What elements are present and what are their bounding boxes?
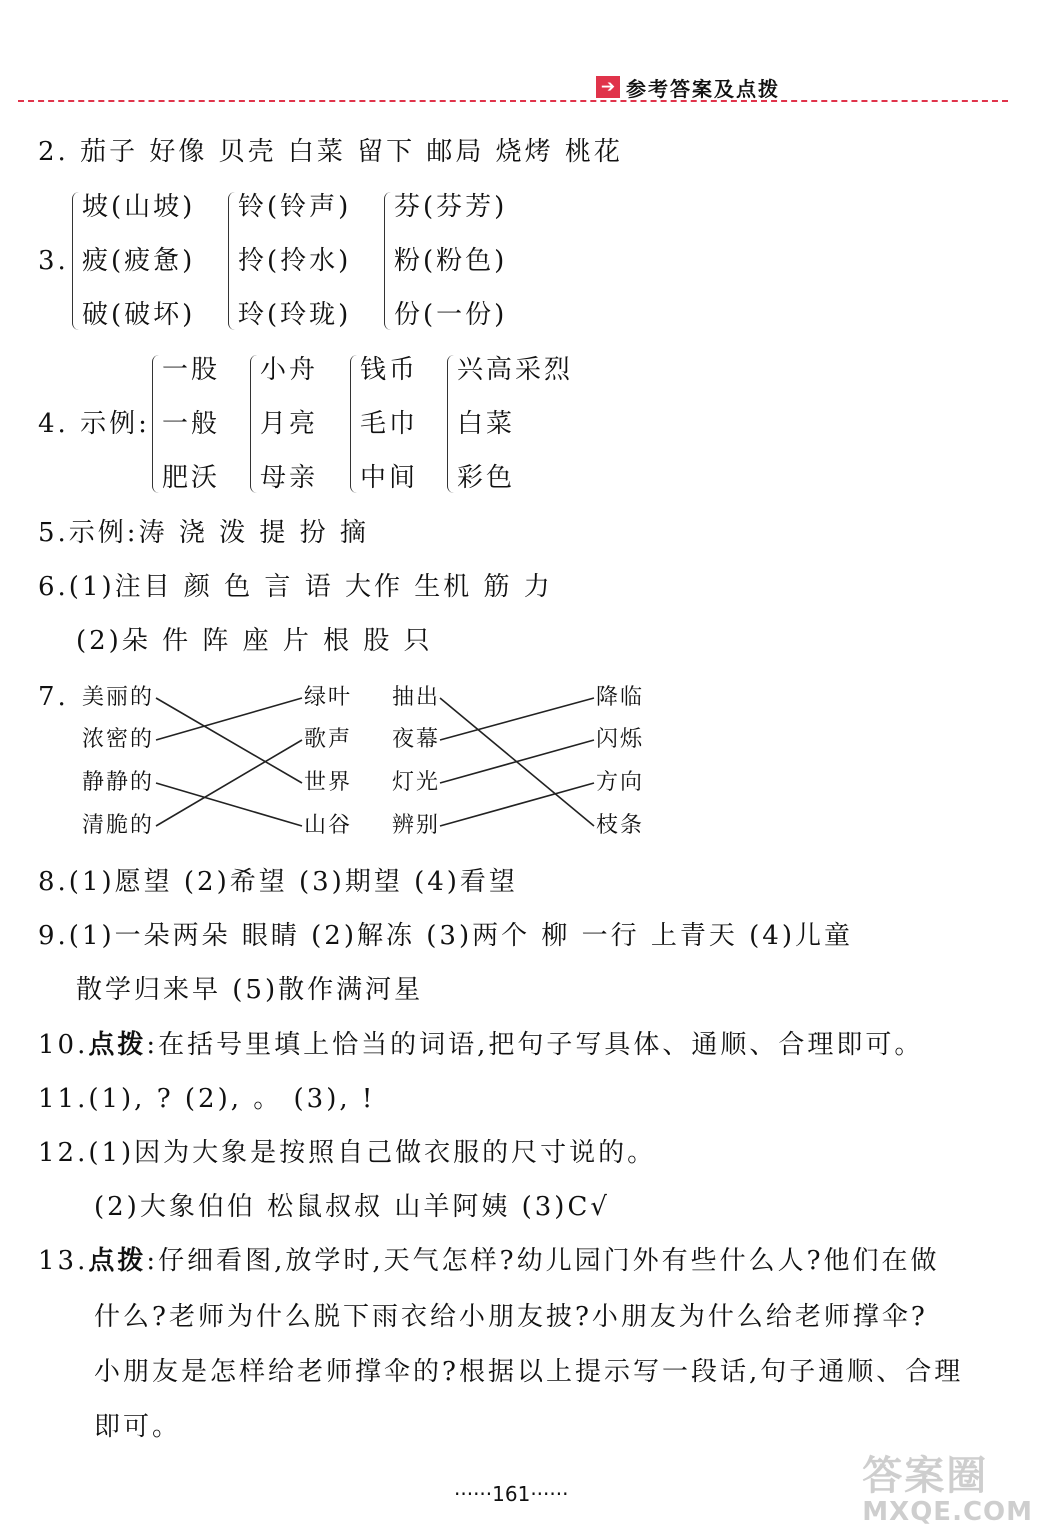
q10-line — [38, 1030, 923, 1060]
header-title: 参考答案及点拨 — [626, 76, 780, 101]
q7-left-b-4: 辨别 — [392, 813, 441, 838]
q4-g2-item2: 月亮 — [260, 409, 319, 439]
q7-right-a-4: 山谷 — [304, 813, 353, 838]
q4-g4-item3: 彩色 — [457, 463, 516, 493]
q13-line4: 即可。 — [94, 1412, 182, 1442]
q6-line1: 6.(1)注目 颜 色 言 语 大作 生机 筋 力 — [38, 572, 553, 602]
q9-line2: 散学归来早 (5)散作满河星 — [76, 975, 424, 1005]
q3-g1-item1: 坡(山坡) — [82, 192, 196, 222]
q7-left-b-1: 抽出 — [392, 685, 441, 710]
q4-g4-item1: 兴高采烈 — [457, 355, 574, 385]
q8-line: 8.(1)愿望 (2)希望 (3)期望 (4)看望 — [38, 867, 518, 897]
q13-text1: :仔细看图,放学时,天气怎样?幼儿园门外有些什么人?他们在做 — [146, 1246, 940, 1276]
watermark-url: MXQE.COM — [862, 1497, 1033, 1527]
q7-right-a-3: 世界 — [304, 770, 353, 795]
q3-number: 3. — [38, 246, 69, 276]
q10-label: 点拨 — [88, 1030, 147, 1060]
q7-left-a-2: 浓密的 — [82, 727, 155, 752]
q7-right-a-1: 绿叶 — [304, 685, 353, 710]
q3-g2-item1: 铃(铃声) — [238, 192, 352, 222]
q3-g2-item2: 拎(拎水) — [238, 246, 352, 276]
q7b-match-line-4 — [440, 783, 594, 826]
q4-g2-item3: 母亲 — [260, 463, 319, 493]
q9-line1: 9.(1)一朵两朵 眼睛 (2)解冻 (3)两个 柳 一行 上青天 (4)儿童 — [38, 921, 853, 951]
q7-left-a-1: 美丽的 — [82, 685, 155, 710]
q13-line3: 小朋友是怎样给老师撑伞的?根据以上提示写一段话,句子通顺、合理 — [94, 1357, 964, 1387]
q7b-match-line-3 — [440, 740, 594, 783]
q7-left-a-4: 清脆的 — [82, 813, 155, 838]
q4-number: 4. 示例: — [38, 409, 150, 439]
q7b-match-line-2 — [440, 698, 594, 740]
q7-left-a-3: 静静的 — [82, 770, 155, 795]
q3-g1-item3: 破(破坏) — [82, 300, 196, 330]
q4-g1-item2: 一般 — [162, 409, 221, 439]
q12-line2: (2)大象伯伯 松鼠叔叔 山羊阿姨 (3)C√ — [94, 1192, 610, 1222]
q7a-match-line-1 — [156, 698, 302, 783]
q7a-match-line-4 — [156, 740, 302, 826]
q3-g2-item3: 玲(玲珑) — [238, 300, 352, 330]
arrow-right-icon: ➔ — [596, 76, 620, 98]
q3-g3-item3: 份(一份) — [394, 300, 508, 330]
q7a-match-line-2 — [156, 698, 302, 740]
q7a-match-line-3 — [156, 783, 302, 826]
q4-g3-item3: 中间 — [360, 463, 419, 493]
q13-number: 13. — [38, 1246, 89, 1276]
q10-number: 10. — [38, 1030, 89, 1060]
q7-right-b-4: 枝条 — [596, 813, 645, 838]
q13-line2: 什么?老师为什么脱下雨衣给小朋友披?小朋友为什么给老师撑伞? — [94, 1302, 928, 1332]
q4-g1-item3: 肥沃 — [162, 463, 221, 493]
q12-line1: 12.(1)因为大象是按照自己做衣服的尺寸说的。 — [38, 1138, 657, 1168]
q11-line: 11.(1), ? (2), 。 (3), ! — [38, 1084, 376, 1114]
q3-g1-item2: 疲(疲惫) — [82, 246, 196, 276]
q7-right-b-2: 闪烁 — [596, 727, 645, 752]
q10-text: :在括号里填上恰当的词语,把句子写具体、通顺、合理即可。 — [146, 1030, 924, 1060]
q4-g3-item2: 毛巾 — [360, 409, 419, 439]
q7-right-b-3: 方向 — [596, 770, 645, 795]
q3-g3-item2: 粉(粉色) — [394, 246, 508, 276]
q4-g2-item1: 小舟 — [260, 355, 319, 385]
q4-g4-item2: 白菜 — [457, 409, 516, 439]
q3-g3-item1: 芬(芬芳) — [394, 192, 508, 222]
q7-left-b-3: 灯光 — [392, 770, 441, 795]
q4-g3-item1: 钱币 — [360, 355, 419, 385]
q7-left-b-2: 夜幕 — [392, 727, 441, 752]
q13-line1 — [38, 1246, 940, 1276]
q7-right-b-1: 降临 — [596, 685, 645, 710]
q7-number: 7. — [38, 682, 69, 712]
q2-line: 2. 茄子 好像 贝壳 白菜 留下 邮局 烧烤 桃花 — [38, 137, 623, 167]
q5-line: 5.示例:涛 浇 泼 提 扮 摘 — [38, 518, 369, 548]
watermark-title: 答案圈 — [862, 1453, 989, 1499]
q4-g1-item1: 一股 — [162, 355, 221, 385]
q6-line2: (2)朵 件 阵 座 片 根 股 只 — [76, 626, 433, 656]
page-number: ······161······ — [454, 1482, 569, 1506]
watermark — [862, 1454, 1033, 1526]
q7-right-a-2: 歌声 — [304, 727, 353, 752]
q13-label: 点拨 — [88, 1246, 147, 1276]
